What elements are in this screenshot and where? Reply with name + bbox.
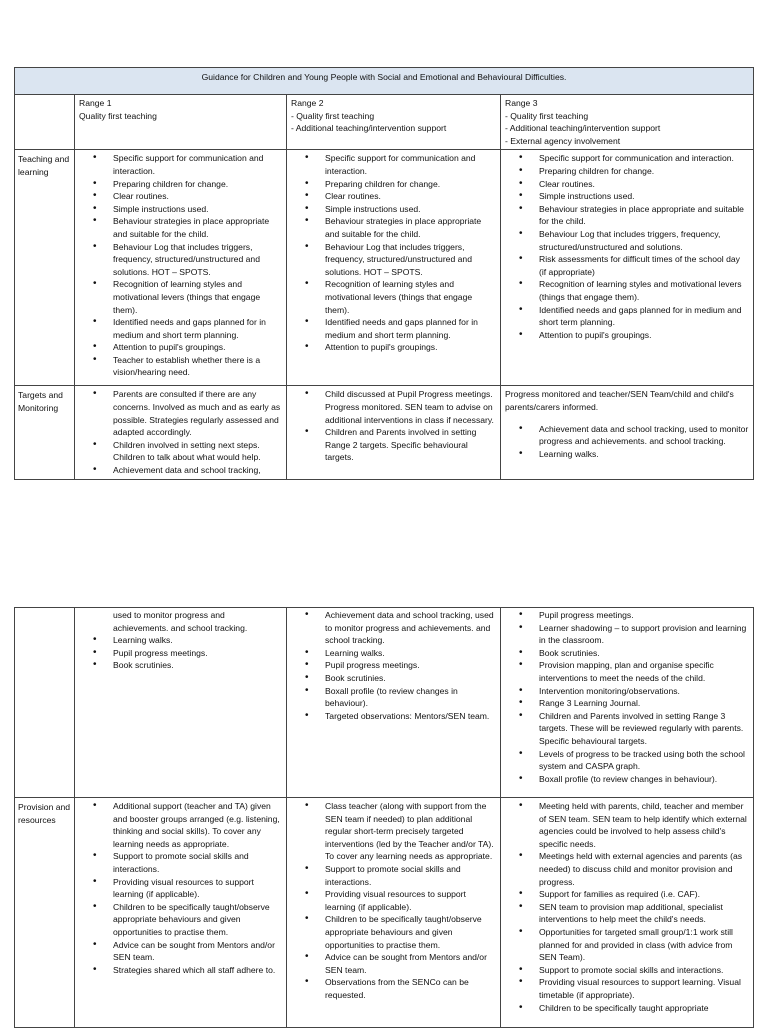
bullet-list [79,634,282,672]
range-3-header [501,95,754,150]
empty-header-cell [15,95,75,150]
provision-range-2-cell [287,798,501,1028]
list-item: • Intervention monitoring/observations. [539,685,749,698]
list-item: • Simple instructions used. [325,203,496,216]
range-1-line: Quality first teaching [79,110,157,121]
bullet-list [291,609,496,722]
bullet-list [291,152,496,354]
list-item: • Recognition of learning styles and motivational levers (things that engage them). [539,278,749,303]
list-item: • Specific support for communication and interaction. [539,152,749,165]
range-2-header [287,95,501,150]
list-item: • Book scrutinies. [325,672,496,685]
list-item: • Achievement data and school tracking, used to monitor progress and achievements. and school tracking. [539,423,749,448]
list-item: • Specific support for communication and interaction. [325,152,496,177]
list-item: • Specific support for communication and interaction. [113,152,282,177]
list-item: • Clear routines. [325,190,496,203]
list-item: • Clear routines. [539,178,749,191]
targets-cont-range-2-cell [287,608,501,798]
provision-range-3-cell [501,798,754,1028]
guidance-table-part-2 [14,607,754,1028]
row-label-provision: Provision and resources [15,798,75,1028]
bullet-list [79,152,282,379]
teaching-range-3-cell [501,150,754,386]
row-label-teaching: Teaching and learning [15,150,75,386]
list-item: • Learning walks. [113,634,282,647]
row-label-targets-continued [15,608,75,798]
range-2-name: Range 2 [291,98,324,108]
bullet-list [79,609,282,634]
list-item: • Children to be specifically taught/observe appropriate behaviours and given opportunities to practise them. [325,913,496,951]
list-item: • Opportunities for targeted small group/1:1 work still planned for and provided in class (with advice from SEN Team). [539,926,749,964]
targets-range-3-cell [501,386,754,479]
list-item: • Teacher to establish whether there is a vision/hearing need. [113,354,282,379]
list-item: • Boxall profile (to review changes in behaviour). [539,773,749,786]
list-item: • Behaviour strategies in place appropriate and suitable for the child. [113,215,282,240]
list-item: • Pupil progress meetings. [113,647,282,660]
list-item: • Preparing children for change. [325,178,496,191]
list-item: • Learner shadowing – to support provision and learning in the classroom. [539,622,749,647]
list-item: • Providing visual resources to support learning. Visual timetable (if appropriate). [539,976,749,1001]
list-item: • Support to promote social skills and interactions. [325,863,496,888]
bullet-list [79,388,282,476]
list-item: • Support to promote social skills and interactions. [113,850,282,875]
list-item: • Meetings held with external agencies and parents (as needed) to discuss child and monitor provision and progress. [539,850,749,888]
list-item: • Book scrutinies. [113,659,282,672]
list-item: • Behaviour Log that includes triggers, frequency, structured/unstructured and solutions. HOT – SPOTS. [325,241,496,279]
list-item: • Recognition of learning styles and motivational levers (things that engage them). [325,278,496,316]
list-item: • Advice can be sought from Mentors and/or SEN team. [113,939,282,964]
list-item: • Behaviour strategies in place appropriate and suitable for the child. [325,215,496,240]
list-item: • Levels of progress to be tracked using both the school system and CASPA graph. [539,748,749,773]
range-1-name: Range 1 [79,98,112,108]
list-item: • Children and Parents involved in setting Range 3 targets. These will be reviewed regularly with parents. Specific behavioural targets. [539,710,749,748]
list-item: used to monitor progress and achievements. and school tracking. [113,610,248,633]
range-3-line: - Additional teaching/intervention support [505,123,661,134]
list-item: • Advice can be sought from Mentors and/or SEN team. [325,951,496,976]
bullet-list [505,423,749,461]
row-label-targets: Targets and Monitoring [15,386,75,479]
list-item: • Children involved in setting next steps. Children to talk about what would help. [113,439,282,464]
list-item: • Providing visual resources to support learning (if applicable). [325,888,496,913]
list-item: • Observations from the SENCo can be requested. [325,976,496,1001]
range-3-line: - External agency involvement [505,135,621,146]
list-item: • Attention to pupil's groupings. [539,329,749,342]
list-item: • Clear routines. [113,190,282,203]
list-item: • Attention to pupil's groupings. [325,341,496,354]
targets-cont-range-3-cell [501,608,754,798]
list-item: • Preparing children for change. [113,178,282,191]
list-item: • Behaviour Log that includes triggers, frequency, structured/unstructured and solutions. HOT – SPOTS. [113,241,282,279]
list-item: • Identified needs and gaps planned for in medium and short term planning. [113,316,282,341]
list-item: • Providing visual resources to support learning (if applicable). [113,876,282,901]
list-item: • Boxall profile (to review changes in behaviour). [325,685,496,710]
targets-range-2-cell [287,386,501,479]
provision-range-1-cell [75,798,287,1028]
list-item: • Book scrutinies. [539,647,749,660]
list-item: • Children and Parents involved in setting Range 2 targets. Specific behavioural targets. [325,426,496,464]
list-item: • Achievement data and school tracking, used to monitor progress and achievements. and school tracking. [325,609,496,647]
list-item: • Pupil progress meetings. [325,659,496,672]
teaching-range-1-cell [75,150,287,386]
list-item: • Learning walks. [325,647,496,660]
bullet-list [291,388,496,464]
list-item: • Behaviour strategies in place appropriate and suitable for the child. [539,203,749,228]
guidance-table-part-1 [14,67,754,480]
teaching-range-2-cell [287,150,501,386]
list-item: • Learning walks. [539,448,749,461]
range-2-line: - Additional teaching/intervention support [291,123,447,134]
list-item: • Targeted observations: Mentors/SEN team. [325,710,496,723]
list-item: • Provision mapping, plan and organise specific interventions to meet the needs of the child. [539,659,749,684]
list-item: • Simple instructions used. [113,203,282,216]
list-item: • Meeting held with parents, child, teacher and member of SEN team. SEN team to help identify which external agencies could be involved to help assess child's specific needs. [539,800,749,850]
list-item: • Achievement data and school tracking, [113,464,282,477]
list-item: • Children to be specifically taught appropriate [539,1002,749,1015]
list-item: • Pupil progress meetings. [539,609,749,622]
list-item: • Recognition of learning styles and motivational levers (things that engage them). [113,278,282,316]
list-item: • Risk assessments for difficult times of the school day (if appropriate) [539,253,749,278]
targets-cont-range-1-cell [75,608,287,798]
table-title: Guidance for Children and Young People with Social and Emotional and Behavioural Difficulties. [15,68,754,95]
bullet-list [291,800,496,1002]
list-item: • Additional support (teacher and TA) given and booster groups arranged (e.g. listening, thinking and social skills). To cover any learning needs as appropriate. [113,800,282,850]
range-3-name: Range 3 [505,98,538,108]
bullet-list [505,152,749,341]
range-2-line: - Quality first teaching [291,110,375,121]
bullet-list [505,609,749,785]
list-item: • Attention to pupil's groupings. [113,341,282,354]
list-item: • Preparing children for change. [539,165,749,178]
list-item: • Class teacher (along with support from the SEN team if needed) to plan additional regular short-term precisely targeted interventions (led by the Teacher and/or TA). To cover any learning needs as appropriate. [325,800,496,863]
list-item: • Behaviour Log that includes triggers, frequency, structured/unstructured and solutions. [539,228,749,253]
targets-range-1-cell [75,386,287,479]
bullet-list [505,800,749,1014]
list-item: • Simple instructions used. [539,190,749,203]
list-item: • Child discussed at Pupil Progress meetings. Progress monitored. SEN team to advise on additional interventions in class if necessary. [325,388,496,426]
list-item: • Identified needs and gaps planned for in medium and short term planning. [539,304,749,329]
range-1-header [75,95,287,150]
list-item: • SEN team to provision map additional, specialist interventions to help meet the child's needs. [539,901,749,926]
list-item: • Range 3 Learning Journal. [539,697,749,710]
range-3-line: - Quality first teaching [505,110,589,121]
list-item: • Parents are consulted if there are any concerns. Involved as much and as early as possible. Strategies regularly assessed and adapted accordingly. [113,388,282,438]
list-item: • Identified needs and gaps planned for in medium and short term planning. [325,316,496,341]
targets-range-3-intro: Progress monitored and teacher/SEN Team/child and child's parents/carers informed. [505,389,734,412]
list-item: • Children to be specifically taught/observe appropriate behaviours and given opportunities to practise them. [113,901,282,939]
list-item: • Strategies shared which all staff adhere to. [113,964,282,977]
list-item: • Support for families as required (i.e. CAF). [539,888,749,901]
bullet-list [79,800,282,976]
list-item: • Support to promote social skills and interactions. [539,964,749,977]
